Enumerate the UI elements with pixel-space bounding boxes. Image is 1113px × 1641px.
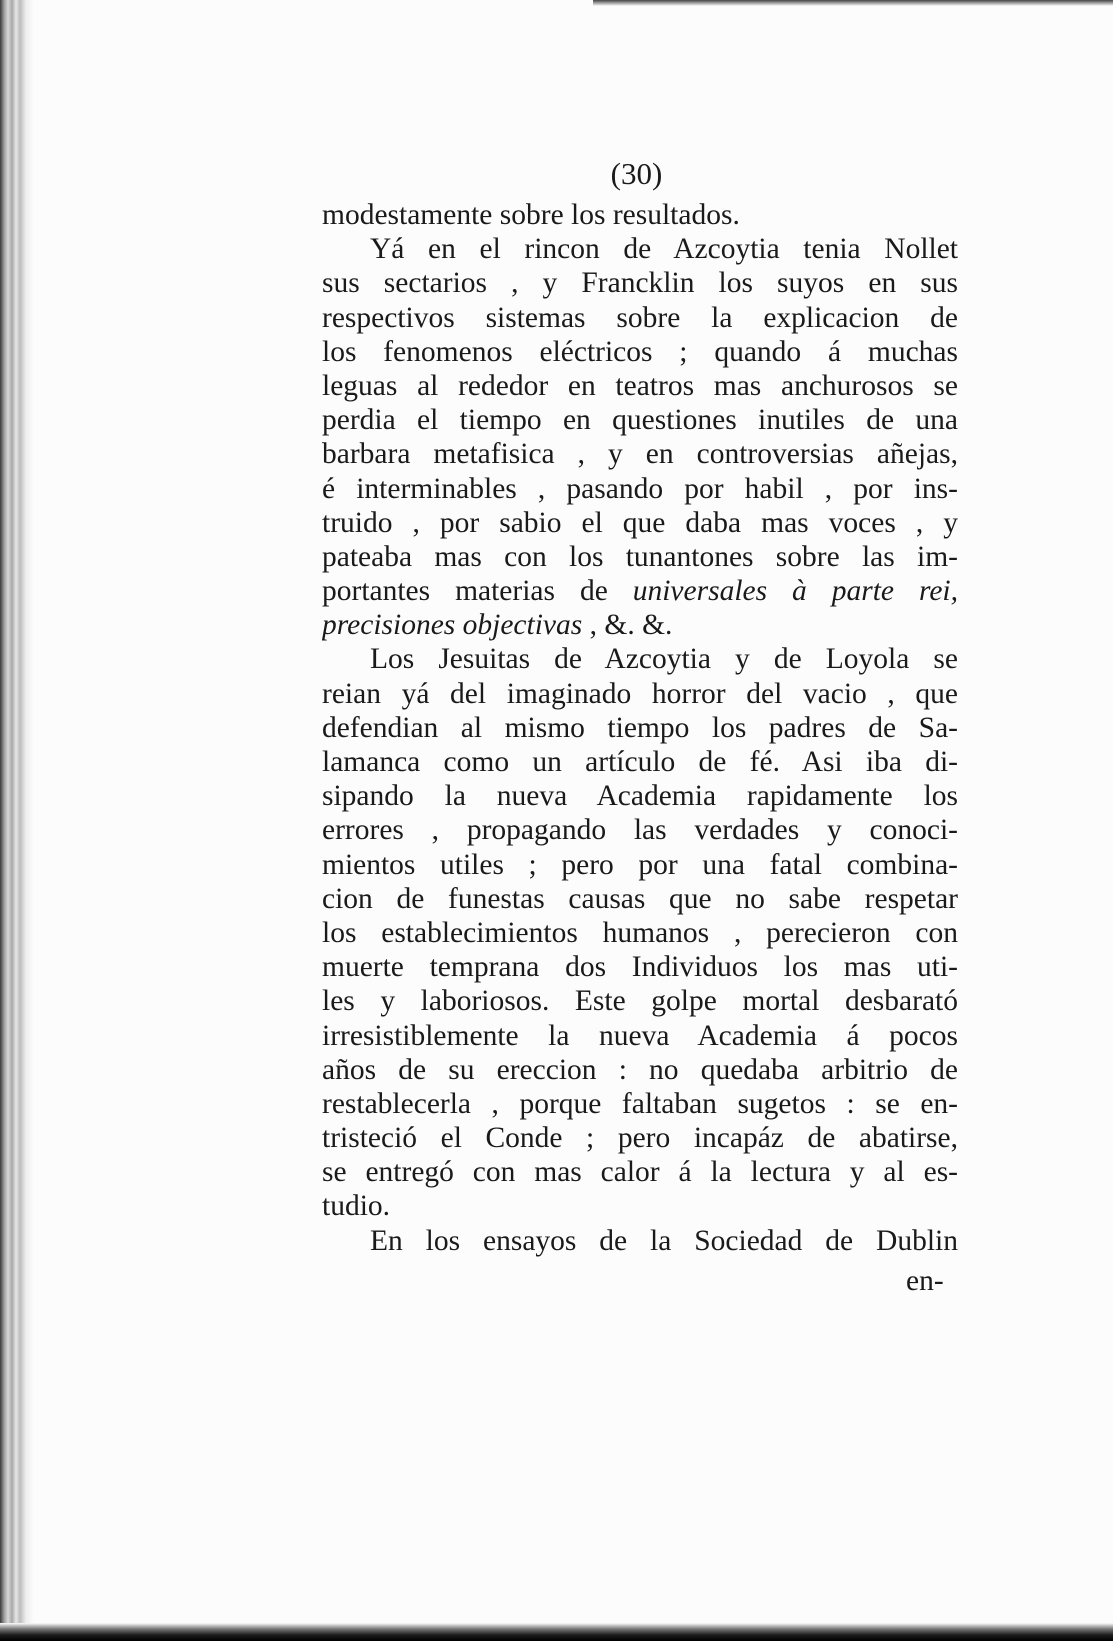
text-line [322, 642, 958, 676]
text-line [322, 574, 958, 608]
page-top-edge [593, 0, 1113, 6]
text-line [322, 1053, 958, 1087]
text-segment: respectivos sistemas sobre la explicacion de [322, 301, 958, 334]
text-line [322, 950, 958, 984]
italic-text: universales à parte rei, [632, 575, 958, 608]
text-segment: tudio. [322, 1190, 391, 1223]
text-segment: irresistiblemente la nueva Academia á pocos [322, 1019, 958, 1052]
text-segment: pateaba mas con los tunantones sobre las im- [322, 540, 958, 573]
text-line [322, 472, 958, 506]
text-line [322, 540, 958, 574]
text-line [322, 745, 958, 779]
text-line [322, 232, 958, 266]
text-segment: los establecimientos humanos , perecieron con [322, 916, 958, 949]
book-gutter [0, 0, 34, 1641]
text-line [322, 882, 958, 916]
text-line [322, 984, 958, 1018]
text-segment: portantes materias de [322, 575, 633, 608]
body-text [322, 198, 958, 1258]
text-line [322, 335, 958, 369]
text-segment: reian yá del imaginado horror del vacio , que [322, 677, 958, 710]
text-line [322, 711, 958, 745]
text-segment: leguas al rededor en teatros mas anchurosos se [322, 369, 958, 402]
text-segment: modestamente sobre los resultados. [322, 199, 740, 231]
text-line [322, 1189, 958, 1223]
text-segment: sipando la nueva Academia rapidamente los [322, 780, 958, 813]
text-segment: errores , propagando las verdades y conoci- [322, 814, 958, 847]
catchword: en- [906, 1265, 944, 1297]
text-segment: cion de funestas causas que no sabe respetar [322, 882, 958, 915]
text-line [322, 198, 958, 232]
text-line [322, 266, 958, 300]
text-line [322, 677, 958, 711]
text-segment: sus sectarios , y Francklin los suyos en sus [322, 267, 958, 300]
text-line [322, 1019, 958, 1053]
text-segment: , &. &. [582, 609, 673, 642]
text-line [322, 403, 958, 437]
text-line [322, 813, 958, 847]
text-segment: barbara metafisica , y en controversias añejas, [322, 438, 958, 471]
text-segment: defendian al mismo tiempo los padres de Sa- [322, 711, 958, 744]
page-bottom-edge [0, 1623, 1113, 1641]
text-line [322, 1087, 958, 1121]
text-segment: truido , por sabio el que daba mas voces , y [322, 506, 958, 539]
italic-text: precisiones objectivas [322, 609, 583, 642]
text-line [322, 301, 958, 335]
page-number: (30) [610, 156, 663, 191]
text-line [322, 916, 958, 950]
text-segment: Yá en el rincon de Azcoytia tenia Nollet [370, 233, 958, 266]
text-line [322, 369, 958, 403]
text-segment: Los Jesuitas de Azcoytia y de Loyola se [370, 643, 958, 676]
text-line [322, 848, 958, 882]
text-segment: restablecerla , porque faltaban sugetos : se en- [322, 1087, 958, 1120]
text-segment: se entregó con mas calor á la lectura y al es- [322, 1156, 958, 1189]
text-segment: perdia el tiempo en questiones inutiles de una [322, 404, 958, 437]
text-segment: tristeció el Conde ; pero incapáz de abatirse, [322, 1122, 958, 1155]
text-segment: muerte temprana dos Individuos los mas uti- [322, 951, 958, 984]
text-segment: años de su ereccion : no quedaba arbitrio de [322, 1053, 958, 1086]
text-line [322, 506, 958, 540]
text-line [322, 608, 958, 642]
text-segment: mientos utiles ; pero por una fatal combina- [322, 848, 958, 881]
text-segment: En los ensayos de la Sociedad de Dublin [370, 1224, 958, 1257]
text-line [322, 437, 958, 471]
text-segment: los fenomenos eléctricos ; quando á muchas [322, 335, 958, 368]
text-line [322, 779, 958, 813]
text-segment: lamanca como un artículo de fé. Asi iba di- [322, 746, 958, 778]
text-line [322, 1121, 958, 1155]
text-segment: les y laboriosos. Este golpe mortal desbarató [322, 985, 958, 1018]
text-segment: é interminables , pasando por habil , por ins- [322, 472, 958, 505]
text-line [322, 1155, 958, 1189]
text-line [322, 1224, 958, 1258]
